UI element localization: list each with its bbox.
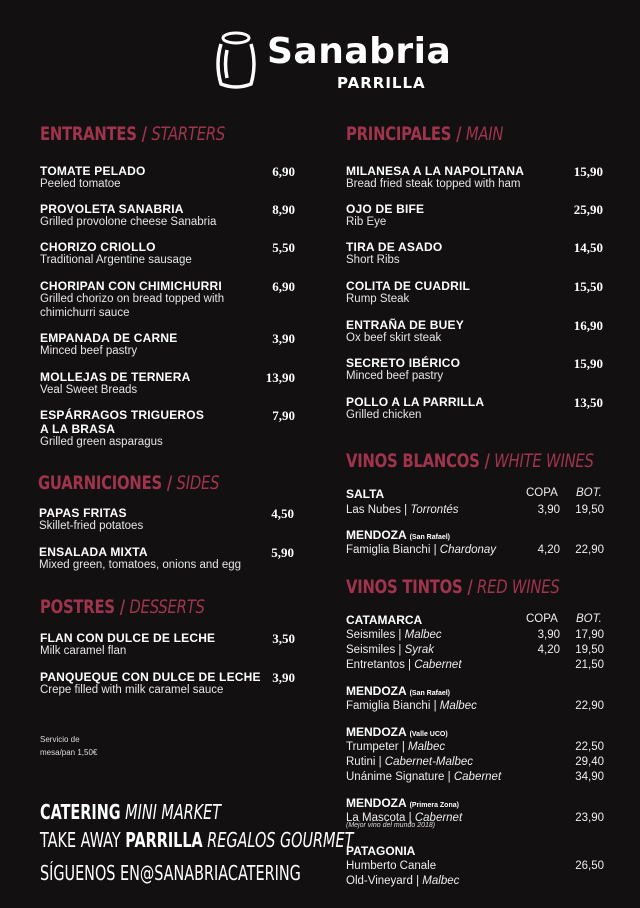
item-name: COLITA DE CUADRIL (346, 279, 471, 293)
item-name: TIRA DE ASADO (346, 240, 443, 254)
wine-region-catamarca (346, 613, 604, 627)
item-description: Peeled tomatoe (40, 178, 121, 190)
section-title-starters: ENTRANTES / STARTERS (40, 123, 226, 145)
wine-bottle-price: 19,50 (575, 644, 604, 656)
menu-item (39, 506, 294, 534)
item-description: Veal Sweet Breads (40, 384, 138, 396)
menu-item (346, 279, 603, 307)
wine-row: La Mascota | Cabernet 23,90 (346, 812, 604, 824)
wine-grape: Cabernet (414, 812, 463, 824)
footer-catering: CATERING MINI MARKET (40, 800, 222, 824)
wine-grape: Malbec (439, 700, 477, 712)
wine-row: Las Nubes | Torrontés 3,90 19,50 (346, 504, 604, 516)
item-name: CHORIPAN CON CHIMICHURRI (40, 279, 222, 293)
region-name: MENDOZA (346, 684, 407, 698)
item-name: SECRETO IBÉRICO (346, 356, 461, 370)
wine-region-mendoza1 (346, 684, 604, 698)
item-description: Rump Steak (346, 293, 410, 305)
wine-grape: Cabernet (453, 771, 502, 783)
service-note: Servicio de mesa/pan 1,50€ (40, 735, 98, 757)
wine-grape: Malbec (404, 629, 442, 641)
menu-item (346, 240, 603, 268)
wine-region-mendoza2 (346, 725, 604, 739)
item-description: Grilled chorizo on bread topped with chimichurri sauce (40, 293, 225, 319)
wine-bottle-price: 34,90 (575, 771, 604, 783)
item-description: Minced beef pastry (40, 345, 138, 357)
menu-item (40, 408, 295, 450)
wine-copa-price: 4,20 (537, 644, 560, 656)
item-name: TOMATE PELADO (40, 164, 146, 178)
item-price: 14,50 (573, 240, 603, 255)
item-name: PANQUEQUE CON DULCE DE LECHE (40, 670, 261, 684)
item-name: ENTRAÑA DE BUEY (346, 318, 464, 332)
item-price: 13,90 (265, 370, 295, 385)
item-description: Minced beef pastry (346, 370, 444, 382)
wine-name: Trumpeter (346, 741, 399, 753)
region-name: MENDOZA (346, 725, 407, 739)
item-description: Mixed green, tomatoes, onions and egg (39, 559, 242, 571)
wine-region-salta: SALTA COPA BOT. (346, 487, 602, 501)
region-name: MENDOZA (346, 796, 407, 810)
item-price: 25,90 (573, 202, 603, 217)
menu-item (40, 670, 295, 698)
wine-grape: Malbec (408, 741, 446, 753)
item-name: EMPANADA DE CARNE (40, 331, 178, 345)
wine-bottle-price: 22,90 (575, 700, 604, 712)
region-subtitle: (Valle UCO) (409, 731, 448, 738)
wine-row: Seismiles | Malbec 3,90 17,90 (346, 629, 604, 641)
menu-item (346, 318, 603, 346)
wine-row: Old-Vineyard | Malbec (346, 875, 460, 887)
wine-bottle-price: 17,90 (575, 629, 604, 641)
item-price: 15,90 (573, 356, 603, 371)
copa-header: COPA (526, 613, 558, 625)
item-name: ENSALADA MIXTA (39, 545, 148, 559)
wine-row: Entretantos | Cabernet 21,50 (346, 659, 604, 671)
item-name: PAPAS FRITAS (39, 506, 127, 520)
item-description: Grilled provolone cheese Sanabria (40, 216, 217, 228)
wine-name: Famiglia Bianchi (346, 700, 431, 712)
menu-item (40, 164, 295, 192)
wine-name: Humberto Canale (346, 860, 437, 872)
item-price: 6,90 (272, 164, 295, 179)
item-description: Grilled green asparagus (40, 436, 163, 448)
item-name: POLLO A LA PARRILLA (346, 395, 485, 409)
wine-name: Rutini (346, 756, 376, 768)
menu-item (346, 356, 603, 384)
item-price: 3,50 (272, 631, 295, 646)
barrel-icon (215, 30, 259, 90)
region-name: PATAGONIA (346, 844, 416, 858)
item-name: FLAN CON DULCE DE LECHE (40, 631, 216, 645)
wine-name: Seismiles (346, 644, 396, 656)
item-description: Traditional Argentine sausage (40, 254, 192, 266)
wine-region-patagonia (346, 844, 604, 858)
wine-row (346, 859, 604, 874)
item-description: Crepe filled with milk caramel sauce (40, 684, 224, 696)
section-title-sides: GUARNICIONES / SIDES (38, 472, 220, 494)
wine-note: (Mejor vino del mundo 2018) (346, 822, 436, 829)
item-price: 15,90 (573, 164, 603, 179)
footer-social: SÍGUENOS EN@SANABRIACATERING (40, 861, 301, 885)
section-title-white-wines: VINOS BLANCOS / WHITE WINES (346, 450, 594, 472)
item-name: ESPÁRRAGOS TRIGUEROS A LA BRASA (40, 408, 205, 436)
wine-bottle-price: 29,40 (575, 756, 604, 768)
item-name: CHORIZO CRIOLLO (40, 240, 156, 254)
menu-item (39, 545, 294, 573)
wine-name: La Mascota (346, 812, 406, 824)
item-price: 8,90 (272, 202, 295, 217)
wine-bottle-price: 23,90 (575, 812, 604, 824)
menu-item (346, 164, 603, 192)
wine-grape: Syrak (404, 644, 435, 656)
wine-name: Old-Vineyard (346, 875, 413, 887)
item-price: 16,90 (573, 318, 603, 333)
item-price: 5,50 (272, 240, 295, 255)
item-name: MOLLEJAS DE TERNERA (40, 370, 191, 384)
menu-item (40, 240, 295, 268)
brand-subtitle: PARRILLA (337, 74, 426, 92)
item-price: 15,50 (573, 279, 603, 294)
wine-row: Famiglia Bianchi | Malbec 22,90 (346, 700, 604, 712)
wine-bottle-price: 21,50 (575, 659, 604, 671)
wine-row: Trumpeter | Malbec 22,50 (346, 741, 604, 753)
item-description: Bread fried steak topped with ham (346, 178, 521, 190)
footer-takeaway: TAKE AWAY PARRILLA REGALOS GOURMET (40, 828, 354, 852)
wine-row: Unánime Signature | Cabernet 34,90 (346, 771, 604, 783)
wine-row: Famiglia Bianchi | Chardonay 4,20 22,90 (346, 544, 604, 556)
section-title-red-wines: VINOS TINTOS / RED WINES (346, 576, 560, 598)
menu-item (40, 279, 295, 320)
item-price: 13,50 (573, 395, 603, 410)
item-description: Short Ribs (346, 254, 400, 266)
bot-header: BOT. (576, 613, 602, 625)
wine-name: Seismiles (346, 629, 396, 641)
item-price: 6,90 (272, 279, 295, 294)
wine-grape: Malbec (422, 875, 460, 887)
item-price: 3,90 (272, 331, 295, 346)
region-subtitle: (San Rafael) (409, 690, 451, 697)
wine-region-mendoza: MENDOZA (San Rafael) (346, 528, 451, 542)
item-description: Milk caramel flan (40, 645, 127, 657)
wine-bottle-price: 22,50 (575, 741, 604, 753)
brand-name: Sanabria (267, 31, 452, 72)
item-description: Rib Eye (346, 216, 387, 228)
item-name: OJO DE BIFE (346, 202, 425, 216)
item-description: Ox beef skirt steak (346, 332, 442, 344)
menu-item (40, 631, 295, 659)
item-description: Skillet-fried potatoes (39, 520, 144, 532)
region-subtitle: (Primera Zona) (409, 802, 459, 809)
item-name: MILANESA A LA NAPOLITANA (346, 164, 525, 178)
wine-grape: Cabernet (414, 659, 462, 671)
menu-item (346, 395, 603, 423)
wine-bottle-price: 26,50 (575, 860, 604, 872)
brand-logo (215, 30, 452, 100)
section-title-main: PRINCIPALES / MAIN (346, 123, 504, 145)
section-title-desserts: POSTRES / DESSERTS (40, 596, 205, 618)
wine-row: Rutini | Cabernet-Malbec 29,40 (346, 756, 604, 768)
wine-grape: Cabernet-Malbec (384, 756, 474, 768)
wine-region-mendoza3 (346, 796, 604, 810)
region-name: CATAMARCA (346, 613, 423, 627)
menu-item (40, 202, 295, 230)
item-price: 7,90 (272, 408, 295, 423)
wine-name: Unánime Signature (346, 771, 445, 783)
wine-name: Entretantos (346, 659, 405, 671)
wine-copa-price: 3,90 (537, 629, 560, 641)
menu-item (40, 331, 295, 359)
menu-item (40, 370, 295, 398)
menu-item (346, 202, 603, 230)
item-price: 5,90 (271, 545, 294, 560)
item-name: PROVOLETA SANABRIA (40, 202, 184, 216)
item-description: Grilled chicken (346, 409, 422, 421)
item-price: 4,50 (271, 506, 294, 521)
item-price: 3,90 (272, 670, 295, 685)
wine-row: Seismiles | Syrak 4,20 19,50 (346, 644, 604, 656)
